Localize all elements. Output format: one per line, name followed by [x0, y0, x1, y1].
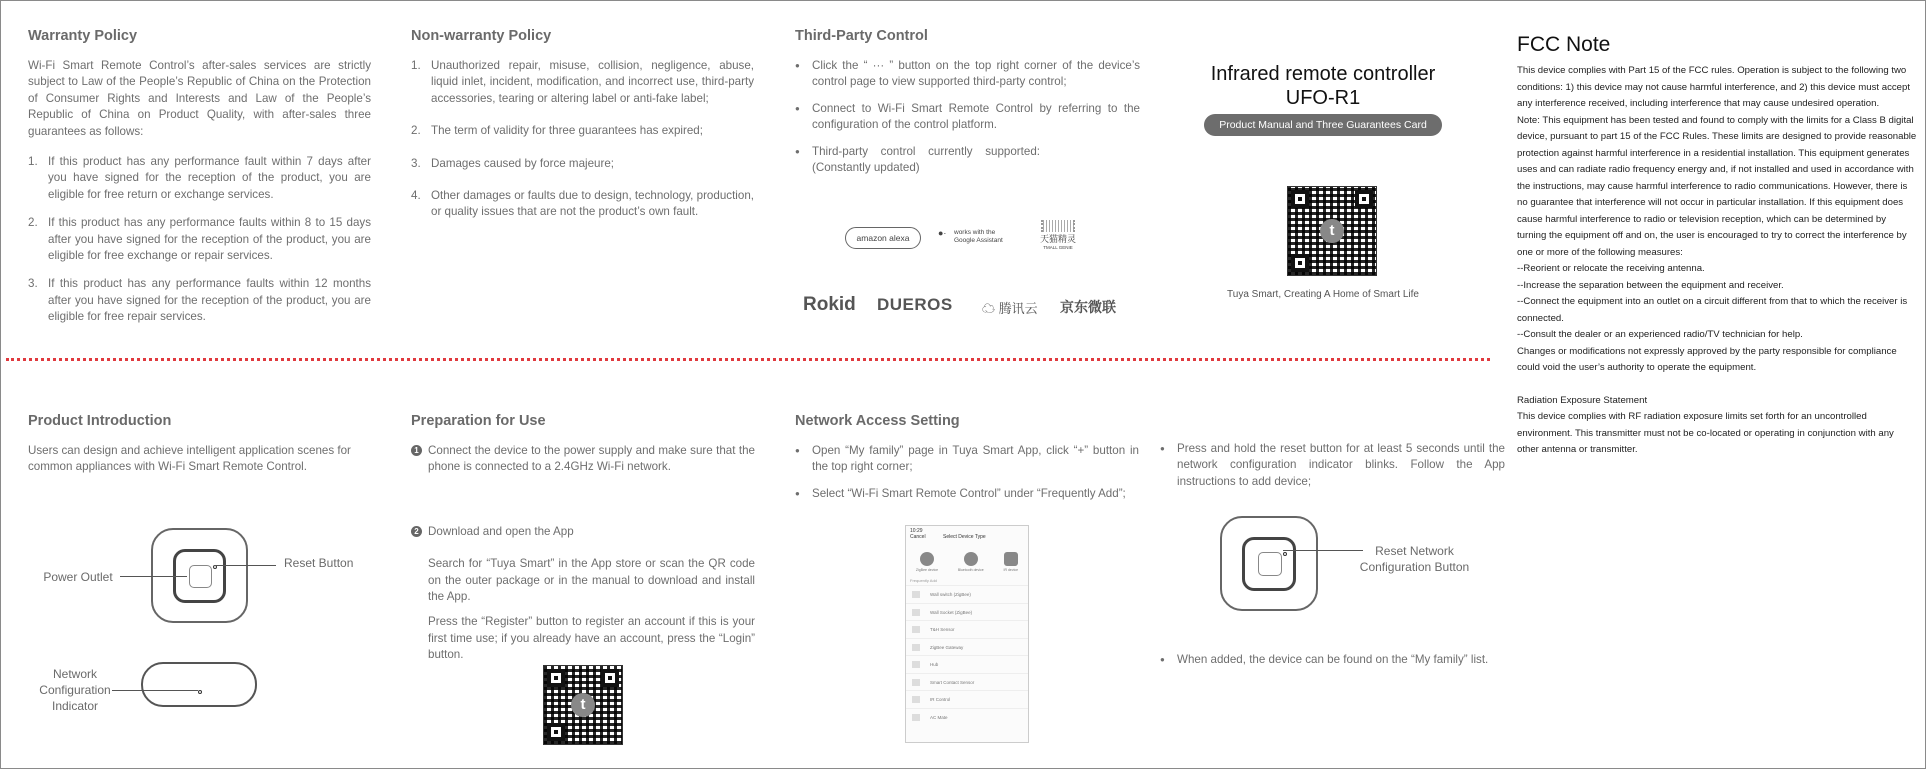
prep-step-1: 1 Connect the device to the power supply and make sure that the phone is connected to a 2.4GHz Wi-Fi network.	[411, 443, 755, 476]
radiation-title: Radiation Exposure Statement	[1517, 394, 1648, 406]
indicator-leader-line	[112, 690, 198, 691]
warranty-intro: Wi-Fi Smart Remote Control’s after-sales services are strictly subject to Law of the People’s Republic of China on the Protection of Consumer Rights and Interests and Law of the People’s Republic of China on Product Quality, with after-sales three guarantees as follows:	[28, 59, 371, 138]
list-item: 1. If this product has any performance fault within 7 days after you have signed for the reception of the product, you are eligible for free return or exchange services.	[28, 155, 371, 201]
product-text: Users can design and achieve intelligent application scenes for common appliances with Wi-Fi Smart Remote Control.	[28, 444, 351, 474]
fcc-title: FCC Note	[1517, 33, 1611, 56]
step-number-badge: 1	[411, 445, 422, 456]
list-item: ● Open “My family” page in Tuya Smart App, click “+” button in the top right corner;	[795, 443, 1139, 476]
list-item: Smart Contact Sensor	[906, 673, 1028, 691]
warranty-list	[28, 154, 371, 326]
reset-leader-line	[214, 565, 276, 566]
cloud-icon: ☁	[982, 301, 996, 316]
tuya-qr-code	[1287, 186, 1377, 276]
fcc-paragraph: This device complies with Part 15 of the FCC rules. Operation is subject to the following two conditions: 1) this device may not cause harmful interference, and 2) this device must accept any interference received, including interference that may cause undesired operation.	[1517, 65, 1911, 109]
list-item: ● Click the “ ··· ” button on the top right corner of the device’s control page to view supported third-party control;	[795, 58, 1140, 91]
ir-category: IR device	[1003, 552, 1018, 572]
radiation-text: This device complies with RF radiation exposure limits set forth for an uncontrolled environment. This transmitter must not be co-located or operating in conjunction with any other antenna or transmitter.	[1517, 411, 1894, 455]
warranty-title: Warranty Policy	[28, 28, 138, 44]
fcc-paragraph: --Increase the separation between the equipment and receiver.	[1517, 279, 1784, 291]
rokid-logo: Rokid	[803, 294, 856, 315]
prep-step-2: 2 Download and open the App	[411, 524, 755, 540]
cover-section	[1190, 62, 1456, 136]
app-download-qr-code	[543, 665, 623, 745]
network-right-section	[1160, 441, 1505, 500]
thirdparty-title: Third-Party Control	[795, 28, 928, 44]
app-screenshot: 10:29 Cancel Select Device Type ZigBee device Bluetooth device IR device Frequently Add Wall switch (ZigBee) Wall Socket (ZigBee) T&H Sensor ZigBee Gateway Hub Smart Contact Sensor IR Control AC Mate	[905, 525, 1029, 743]
list-item: ● Connect to Wi-Fi Smart Remote Control by referring to the configuration of the control platform.	[795, 101, 1140, 134]
list-item: IR Control	[906, 690, 1028, 708]
google-dots-icon: ●·	[938, 228, 947, 238]
nonwarranty-section	[411, 28, 754, 233]
tencent-cloud-logo: ☁ 腾讯云	[982, 301, 1038, 316]
warranty-section	[28, 28, 371, 338]
dueros-logo: DUEROS	[877, 295, 953, 314]
list-item: 3. Damages caused by force majeure;	[411, 156, 615, 170]
network-steps-right	[1160, 441, 1505, 490]
list-item: 4. Other damages or faults due to design, technology, production, or quality issues that are not the product’s own fault.	[411, 189, 754, 219]
device-reset-view	[1220, 516, 1318, 611]
network-steps	[795, 443, 1139, 502]
list-item: T&H Sensor	[906, 620, 1028, 638]
power-outlet	[189, 565, 212, 588]
zigbee-category: ZigBee device	[916, 552, 938, 572]
fcc-paragraph: --Consult the dealer or an experienced radio/TV technician for help.	[1517, 329, 1803, 340]
list-item: ● Select “Wi-Fi Smart Remote Control” under “Frequently Add”;	[795, 486, 1139, 502]
fcc-section	[1517, 33, 1917, 459]
reset-button-label: Reset Button	[284, 556, 354, 570]
product-model: UFO-R1	[1285, 87, 1361, 109]
power-leader-line	[120, 576, 187, 577]
fcc-paragraph: --Reorient or relocate the receiving antenna.	[1517, 263, 1705, 274]
nonwarranty-list	[411, 58, 754, 221]
device-side-view	[141, 662, 257, 707]
bluetooth-category: Bluetooth device	[958, 552, 984, 572]
nonwarranty-title: Non-warranty Policy	[411, 28, 552, 44]
jd-logo: 京东微联	[1060, 299, 1116, 315]
reset-leader-line	[1283, 550, 1363, 551]
power-outlet-label: Power Outlet	[43, 570, 113, 584]
fcc-paragraph: Note: This equipment has been tested and found to comply with the limits for a Class B digital device, pursuant to part 15 of the FCC Rules. These limits are designed to provide reasonable protection against harmful interference in a residential installation. This equipment generates uses and can radiate radio frequency energy and, if not installed and used in accordance with the instructions, may cause harmful interference to radio communications. However, there is no guarantee that interference will not occur in particular installation. If this equipment does cause harmful interference to radio or television reception, which can be determined by turning the equipment off and on, the user is encouraged to try to correct the interference by one or more of the following measures:	[1517, 114, 1917, 258]
product-title: Infrared remote controller	[1210, 63, 1436, 85]
network-indicator-led	[198, 690, 202, 694]
list-item: ● Third-party control currently supported: (Constantly updated)	[795, 144, 1040, 177]
fcc-paragraph: --Connect the equipment into an outlet on a circuit different from that to which the receiver is connected.	[1517, 296, 1908, 324]
list-item: 1. Unauthorized repair, misuse, collision, negligence, abuse, liquid inlet, incident, modification, and incorrect use, third-party accessories, tearing or altering label or anti-fake label;	[411, 59, 754, 105]
preparation-title: Preparation for Use	[411, 413, 546, 429]
preparation-section	[411, 413, 755, 664]
prep-paragraph: Search for “Tuya Smart” in the App store or scan the QR code on the outer package or in the manual to download and install the App.	[428, 557, 755, 604]
tuya-icon: t	[571, 693, 595, 717]
cut-line-divider	[6, 358, 1490, 361]
list-item: ● Press and hold the reset button for at least 5 seconds until the network configuration indicator blinks. Follow the App instructions to add device;	[1160, 441, 1505, 490]
thirdparty-section	[795, 28, 1140, 186]
list-item: Wall switch (ZigBee)	[906, 585, 1028, 603]
list-item: Hub	[906, 655, 1028, 673]
list-item: 2. If this product has any performance faults within 8 to 15 days after you have signed for the reception of the product, you are eligible for free exchange or repair services.	[28, 216, 371, 263]
google-assistant-logo: ●· works with the Google Assistant	[938, 228, 1003, 244]
network-bottom-section	[1160, 652, 1505, 678]
tuya-icon: t	[1320, 219, 1344, 243]
prep-paragraph: Press the “Register” button to register an account if this is your first time use; if you already have an account, press the “Login” button.	[428, 615, 755, 662]
network-title: Network Access Setting	[795, 413, 960, 429]
slogan: Tuya Smart, Creating A Home of Smart Life	[1227, 289, 1419, 300]
tmall-bars-icon	[1041, 220, 1075, 232]
list-item: ● When added, the device can be found on the “My family” list.	[1160, 652, 1505, 668]
reset-button	[1283, 552, 1287, 556]
tmall-genie-logo: 天猫精灵 TMALL GENIE	[1037, 220, 1079, 250]
network-steps-bottom	[1160, 652, 1505, 668]
product-section	[28, 413, 371, 476]
list-item: 2. The term of validity for three guarantees has expired;	[411, 124, 703, 138]
product-title: Product Introduction	[28, 413, 172, 429]
network-indicator-label: Network Configuration Indicator	[39, 667, 111, 713]
power-outlet	[1258, 552, 1282, 576]
reset-network-label: Reset Network Configuration Button	[1359, 544, 1470, 574]
thirdparty-list	[795, 58, 1140, 176]
alexa-logo: amazon alexa	[845, 227, 921, 249]
step-number-badge: 2	[411, 526, 422, 537]
network-section	[795, 413, 1139, 512]
list-item: 3. If this product has any performance faults within 12 months after you have signed for the reception of the product, you are eligible for free repair services.	[28, 277, 371, 324]
list-item: Wall Socket (ZigBee)	[906, 603, 1028, 621]
manual-badge: Product Manual and Three Guarantees Card	[1204, 114, 1442, 136]
list-item: AC Mate	[906, 708, 1028, 726]
list-item: ZigBee Gateway	[906, 638, 1028, 656]
fcc-paragraph: Changes or modifications not expressly approved by the party responsible for compliance could void the user’s authority to operate the equipment.	[1517, 345, 1897, 373]
